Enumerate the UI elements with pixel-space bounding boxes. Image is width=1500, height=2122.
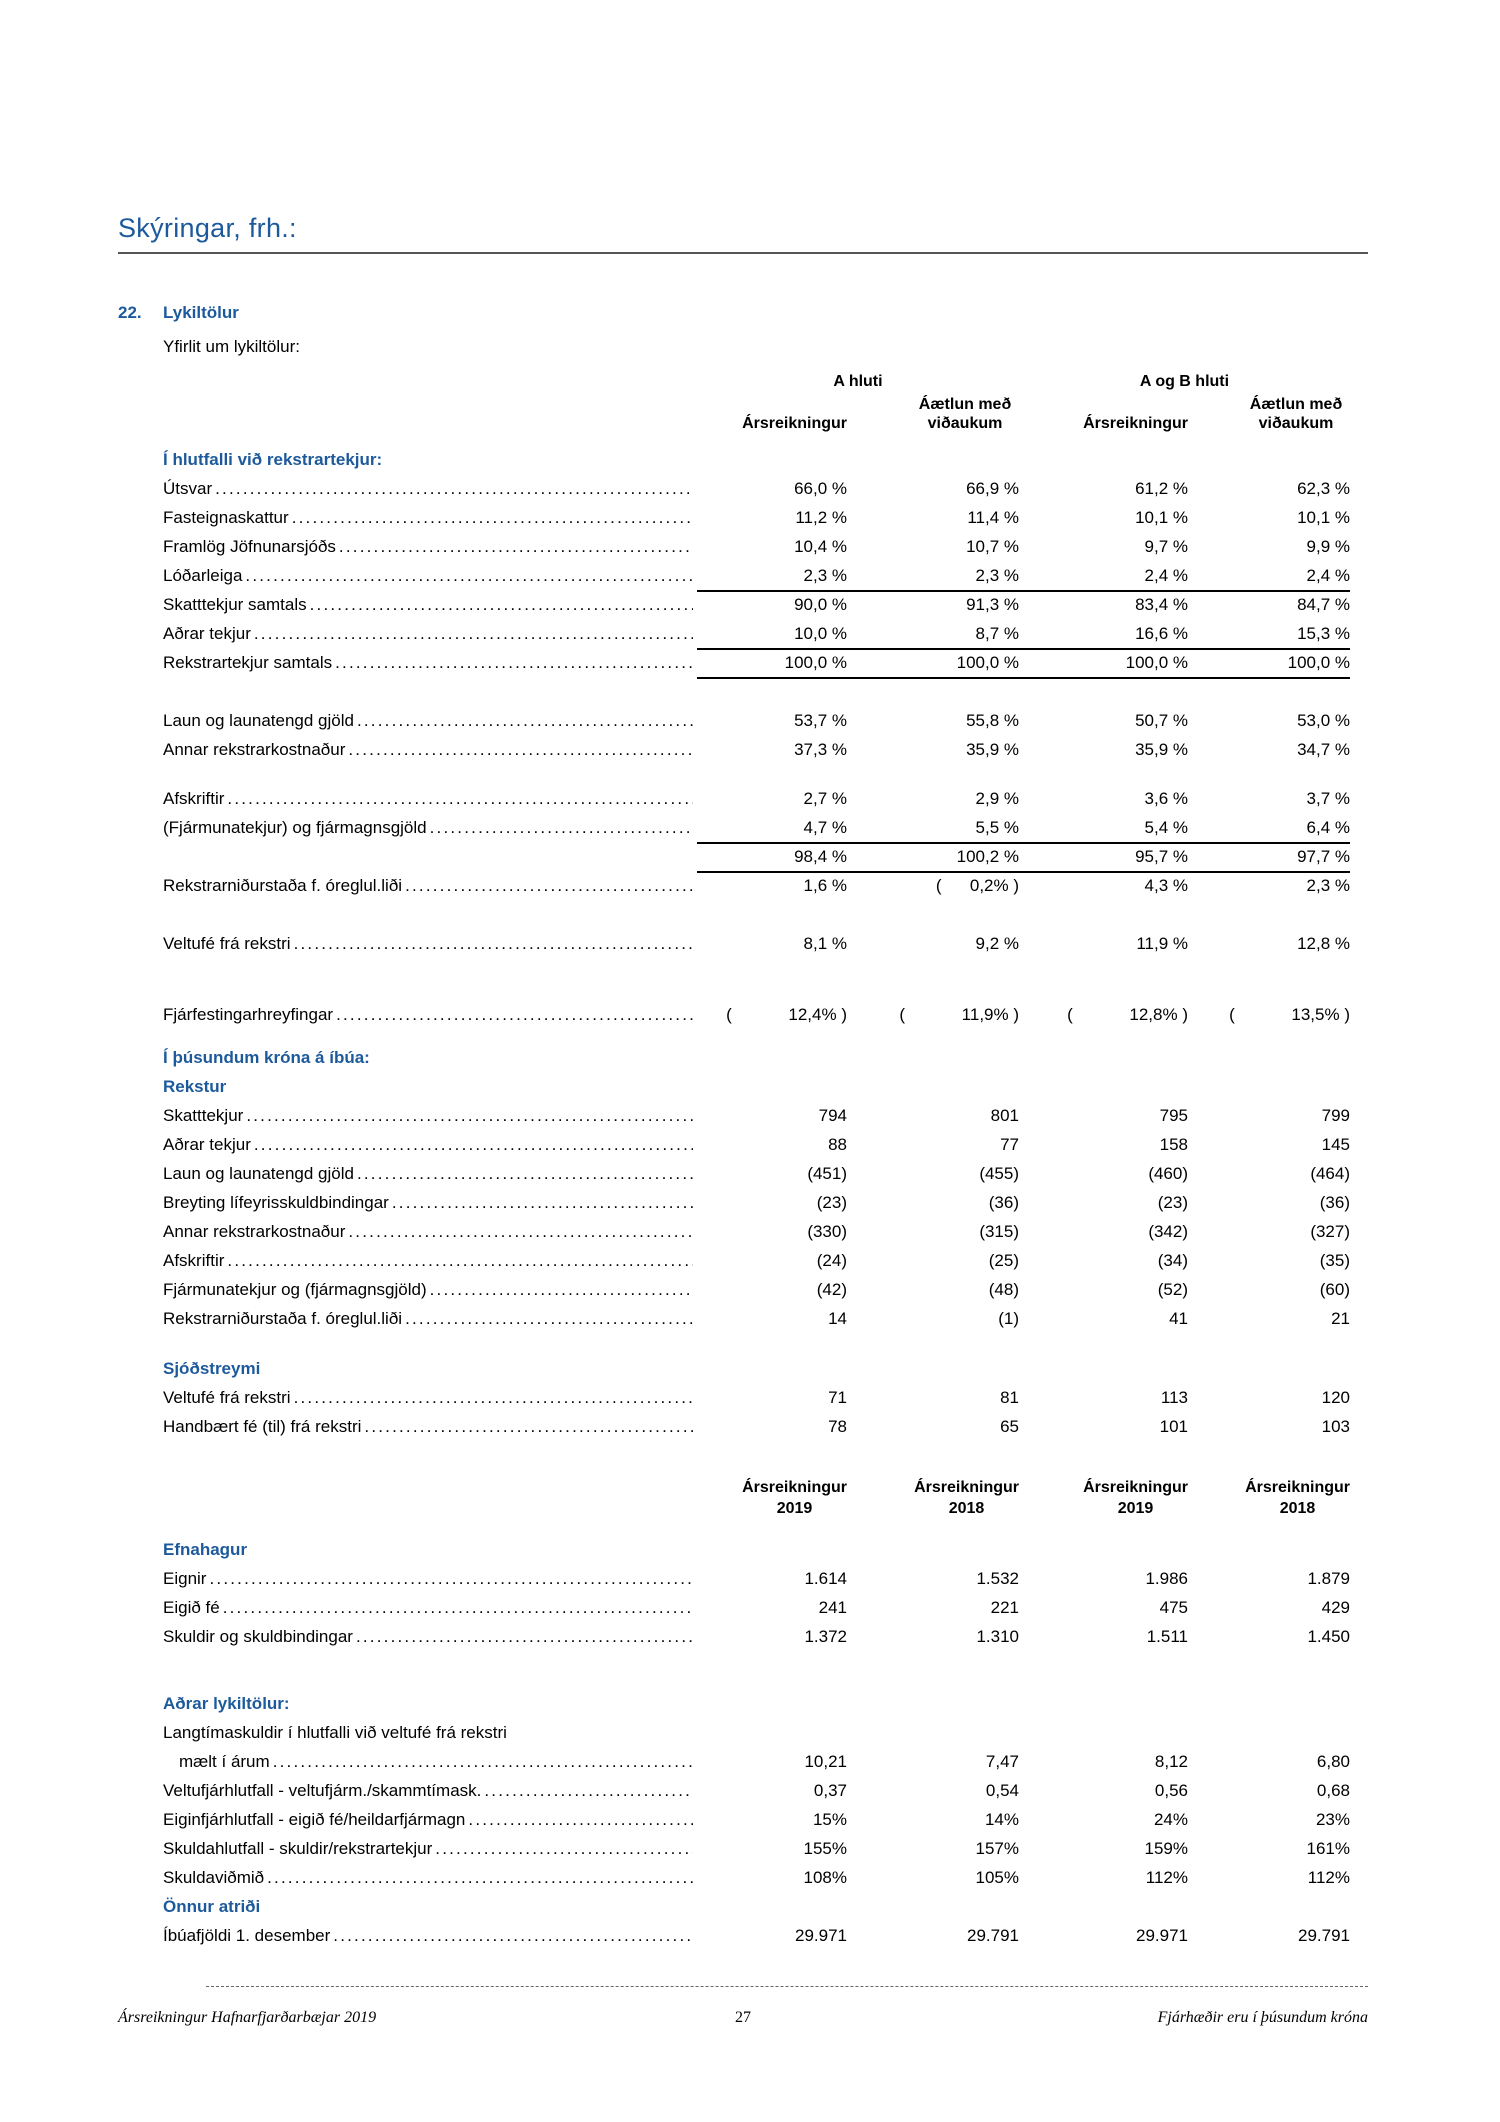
table-row: [163, 842, 1350, 871]
value-cell: 61,2 %: [1135, 479, 1188, 498]
value-cell: 35,9 %: [966, 740, 1019, 759]
value-cell: 2,7 %: [803, 789, 847, 808]
value-cell: 62,3 %: [1297, 479, 1350, 498]
value-cell: 53,7 %: [794, 711, 847, 730]
row-label: Rekstrartekjur samtals: [163, 653, 333, 672]
dot-leader: [333, 1921, 693, 1950]
row-label: Veltufjárhlutfall - veltufjárm./skammtímask.: [163, 1781, 482, 1800]
table-row: [163, 1304, 1350, 1333]
value-cell: 161%: [1306, 1839, 1350, 1858]
value-cell: (23): [1157, 1193, 1188, 1212]
value-cell: 10,4 %: [794, 537, 847, 556]
value-cell: 35,9 %: [1135, 740, 1188, 759]
dot-leader: [245, 561, 693, 590]
value-cell: 6,80: [1316, 1752, 1350, 1771]
table-group-header: [163, 369, 1350, 395]
value-cell: 7,47: [985, 1752, 1019, 1771]
value-cell: 3,7 %: [1306, 789, 1350, 808]
table-row: [163, 1000, 1350, 1029]
value-cell: 9,7 %: [1144, 537, 1188, 556]
value-cell: 15%: [812, 1810, 847, 1829]
value-cell: (52): [1157, 1280, 1188, 1299]
value-cell: 98,4 %: [697, 842, 847, 873]
value-cell: 29.971: [795, 1926, 847, 1945]
value-cell: 3,6 %: [1144, 789, 1188, 808]
value-cell: (25): [988, 1251, 1019, 1270]
dot-leader: [292, 503, 693, 532]
row-label: Eigið fé: [163, 1598, 220, 1617]
table-row: [163, 619, 1350, 648]
dot-leader: [215, 474, 693, 503]
value-cell: 55,8 %: [966, 711, 1019, 730]
table-row: [163, 1564, 1350, 1593]
value-cell: 0,54: [985, 1781, 1019, 1800]
table-row: [163, 1747, 1350, 1776]
value-cell: 77: [1000, 1135, 1019, 1154]
section-heading-row: [163, 1354, 1350, 1383]
table-row: [163, 735, 1350, 764]
row-label: Laun og launatengd gjöld: [163, 711, 354, 730]
row-label: Breyting lífeyrisskuldbindingar: [163, 1193, 389, 1212]
table-row: [163, 1188, 1350, 1217]
dot-leader: [339, 532, 693, 561]
table-row: [163, 648, 1350, 677]
value-cell: 97,7 %: [1188, 842, 1350, 873]
section-heading: Efnahagur: [163, 1540, 248, 1559]
value-cell: (35): [1319, 1251, 1350, 1270]
col-header-4: Áætlun með viðaukum: [1249, 396, 1343, 432]
dot-leader: [246, 1101, 693, 1130]
row-label: Langtímaskuldir í hlutfalli við veltufé frá rekstri: [163, 1723, 507, 1742]
value-cell: 112%: [1145, 1868, 1188, 1887]
table-row: [163, 1101, 1350, 1130]
row-label: Rekstrarniðurstaða f. óreglul.liði: [163, 1309, 403, 1328]
value-cell: 10,21: [804, 1752, 847, 1771]
value-cell: 78: [828, 1417, 847, 1436]
value-cell: (36): [1319, 1193, 1350, 1212]
value-cell: 66,9 %: [966, 479, 1019, 498]
dot-leader: [310, 590, 693, 619]
section-heading: Aðrar lykiltölur:: [163, 1694, 290, 1713]
value-cell: 53,0 %: [1297, 711, 1350, 730]
table-row: [163, 1412, 1350, 1441]
dot-leader: [405, 1304, 693, 1333]
table-row: [163, 474, 1350, 503]
dot-leader: [484, 1776, 693, 1805]
row-label: Afskriftir: [163, 789, 225, 808]
row-label: Annar rekstrarkostnaður: [163, 740, 346, 759]
value-cell: 1,6 %: [803, 876, 847, 895]
value-cell: 1.532: [976, 1569, 1019, 1588]
dot-leader: [227, 784, 693, 813]
row-label: Skuldir og skuldbindingar: [163, 1627, 353, 1646]
value-cell: 0,37: [813, 1781, 847, 1800]
row-label: mælt í árum: [179, 1752, 270, 1771]
row-label: Framlög Jöfnunarsjóðs: [163, 537, 336, 556]
dot-leader: [294, 1383, 693, 1412]
dot-leader: [227, 1246, 693, 1275]
value-cell: 799: [1321, 1106, 1350, 1125]
value-cell: 475: [1159, 1598, 1188, 1617]
table-row: [163, 813, 1350, 842]
table-row: [163, 590, 1350, 619]
value-cell: (34): [1157, 1251, 1188, 1270]
table-row: [163, 1159, 1350, 1188]
value-cell: 15,3 %: [1188, 619, 1350, 650]
row-label: (Fjármunatekjur) og fjármagnsgjöld: [163, 818, 427, 837]
page-content: [118, 212, 1368, 1950]
row-label: Aðrar tekjur: [163, 624, 251, 643]
value-cell: 84,7 %: [1297, 595, 1350, 614]
dot-leader: [356, 1622, 693, 1651]
value-cell: 221: [990, 1598, 1019, 1617]
value-cell: 2,4 %: [1019, 561, 1188, 592]
dot-leader: [294, 929, 693, 958]
note-heading-row: [118, 300, 1368, 326]
value-cell: 8,7 %: [847, 619, 1019, 650]
dot-leader: [273, 1747, 693, 1776]
table-row: [163, 929, 1350, 958]
value-cell: 5,4 %: [1019, 813, 1188, 844]
footer-left-text: Ársreikningur Hafnarfjarðarbæjar 2019: [118, 2009, 377, 2026]
value-cell: 429: [1321, 1598, 1350, 1617]
col-header: Ársreikningur: [1083, 1479, 1188, 1496]
value-cell: 241: [818, 1598, 847, 1617]
table-row: [163, 1130, 1350, 1159]
note-intro: Yfirlit um lykiltölur:: [163, 337, 300, 356]
value-cell: 2,4 %: [1188, 561, 1350, 592]
table-row: [163, 1275, 1350, 1304]
row-label: Íbúafjöldi 1. desember: [163, 1926, 331, 1945]
col-year: 2019: [776, 1500, 813, 1517]
value-cell: 21: [1331, 1309, 1350, 1328]
note-number: 22.: [118, 303, 142, 322]
dot-leader: [223, 1593, 693, 1622]
value-cell: 794: [818, 1106, 847, 1125]
page-number: 27: [735, 2009, 751, 2026]
col-header-3: Ársreikningur: [1083, 415, 1188, 432]
value-cell: 2,3 %: [847, 561, 1019, 592]
table-row: [163, 1622, 1350, 1651]
value-cell: 90,0 %: [794, 595, 847, 614]
value-cell: 88: [828, 1135, 847, 1154]
table-row: [163, 1805, 1350, 1834]
page-title: Skýringar, frh.:: [118, 213, 297, 243]
value-cell: 10,0 %: [697, 619, 847, 650]
value-cell: 11,9 %: [1136, 934, 1188, 953]
group-header-ab: A og B hluti: [1139, 373, 1230, 390]
value-cell: 1.511: [1146, 1627, 1188, 1646]
value-cell: 2,3 %: [1306, 876, 1350, 895]
value-cell: (315): [979, 1222, 1019, 1241]
value-cell: 801: [990, 1106, 1019, 1125]
col-header: Ársreikningur: [914, 1479, 1019, 1496]
value-cell: (460): [1148, 1164, 1188, 1183]
row-label: Aðrar tekjur: [163, 1135, 251, 1154]
value-cell: 14%: [984, 1810, 1019, 1829]
table-row: [163, 503, 1350, 532]
value-cell: 2,9 %: [975, 789, 1019, 808]
table-row: [163, 1593, 1350, 1622]
value-cell: (24): [816, 1251, 847, 1270]
col-year: 2018: [948, 1500, 985, 1517]
row-label: Skuldahlutfall - skuldir/rekstrartekjur: [163, 1839, 433, 1858]
dot-leader: [364, 1412, 693, 1441]
value-cell: 100,2 %: [847, 842, 1019, 873]
section-heading: Í þúsundum króna á íbúa:: [163, 1048, 370, 1067]
section-heading-row: [163, 1043, 1350, 1072]
value-cell: 71: [828, 1388, 847, 1407]
value-cell: 100,0 %: [1188, 648, 1350, 679]
section-heading-row: [163, 445, 1350, 474]
table-row: [163, 706, 1350, 735]
value-cell: 1.450: [1307, 1627, 1350, 1646]
col-header: Ársreikningur: [742, 1479, 847, 1496]
value-cell: 100,0 %: [1019, 648, 1188, 679]
col-header-1: Ársreikningur: [742, 415, 847, 432]
col-header: Ársreikningur: [1245, 1479, 1350, 1496]
value-cell: (42): [816, 1280, 847, 1299]
value-cell: 81: [1000, 1388, 1019, 1407]
value-cell: 95,7 %: [1019, 842, 1188, 873]
value-cell: 23%: [1315, 1810, 1350, 1829]
value-cell: 65: [1000, 1417, 1019, 1436]
key-figures-table: [163, 369, 1350, 1950]
row-label: Eiginfjárhlutfall - eigið fé/heildarfjármagn: [163, 1810, 466, 1829]
value-cell: 91,3 %: [966, 595, 1019, 614]
value-cell: 112%: [1307, 1868, 1350, 1887]
row-label: Handbært fé (til) frá rekstri: [163, 1417, 362, 1436]
value-cell: 4,3 %: [1144, 876, 1188, 895]
note-title: Lykiltölur: [163, 303, 239, 322]
section-heading-row: [163, 1535, 1350, 1564]
value-cell: 2,3 %: [697, 561, 847, 592]
value-cell: 4,7 %: [697, 813, 847, 844]
row-label: Rekstrarniðurstaða f. óreglul.liði: [163, 876, 403, 895]
row-label: Skuldaviðmið: [163, 1868, 265, 1887]
value-cell: 158: [1159, 1135, 1188, 1154]
table-row: [163, 1834, 1350, 1863]
value-cell: 10,1 %: [1135, 508, 1188, 527]
table-row: [163, 1383, 1350, 1412]
value-cell: 100,0 %: [847, 648, 1019, 679]
value-cell: ( 12,8% ): [1067, 1005, 1188, 1024]
value-cell: 155%: [803, 1839, 847, 1858]
table-row: [163, 1217, 1350, 1246]
table-row: [163, 532, 1350, 561]
value-cell: 29.791: [1298, 1926, 1350, 1945]
dot-leader: [468, 1805, 693, 1834]
value-cell: 5,5 %: [847, 813, 1019, 844]
dot-leader: [254, 619, 693, 648]
value-cell: ( 12,4% ): [726, 1005, 847, 1024]
value-cell: 105%: [975, 1868, 1019, 1887]
value-cell: 100,0 %: [697, 648, 847, 679]
value-cell: 9,2 %: [975, 934, 1019, 953]
dot-leader: [348, 1217, 693, 1246]
value-cell: 6,4 %: [1188, 813, 1350, 844]
value-cell: 24%: [1153, 1810, 1188, 1829]
dot-leader: [254, 1130, 693, 1159]
dot-leader: [267, 1863, 693, 1892]
value-cell: 50,7 %: [1135, 711, 1188, 730]
value-cell: 145: [1321, 1135, 1350, 1154]
value-cell: ( 0,2% ): [935, 876, 1019, 895]
value-cell: 1.986: [1145, 1569, 1188, 1588]
value-cell: (451): [807, 1164, 847, 1183]
value-cell: ( 13,5% ): [1229, 1005, 1350, 1024]
row-label: Annar rekstrarkostnaður: [163, 1222, 346, 1241]
value-cell: 0,56: [1154, 1781, 1188, 1800]
dot-leader: [430, 813, 693, 842]
row-label: Fjármunatekjur og (fjármagnsgjöld): [163, 1280, 427, 1299]
value-cell: (48): [988, 1280, 1019, 1299]
value-cell: 66,0 %: [794, 479, 847, 498]
dot-leader: [348, 735, 693, 764]
value-cell: 11,2 %: [795, 508, 847, 527]
value-cell: 157%: [975, 1839, 1019, 1858]
value-cell: 83,4 %: [1135, 595, 1188, 614]
section-heading-row: [163, 1892, 1350, 1921]
value-cell: 34,7 %: [1297, 740, 1350, 759]
row-label: Skatttekjur samtals: [163, 595, 307, 614]
value-cell: 103: [1321, 1417, 1350, 1436]
page-footer: [118, 1986, 1368, 2027]
value-cell: 8,12: [1154, 1752, 1188, 1771]
value-cell: 10,1 %: [1297, 508, 1350, 527]
year-column-headers: [163, 1473, 1350, 1527]
dot-leader: [392, 1188, 693, 1217]
col-year: 2019: [1117, 1500, 1154, 1517]
table-row: [163, 784, 1350, 813]
value-cell: 9,9 %: [1306, 537, 1350, 556]
section-heading: Í hlutfalli við rekstrartekjur:: [163, 450, 383, 469]
col-year: 2018: [1279, 1500, 1316, 1517]
table-row: [163, 1246, 1350, 1275]
value-cell: (327): [1310, 1222, 1350, 1241]
dot-leader: [357, 1159, 693, 1188]
dot-leader: [435, 1834, 693, 1863]
group-header-a: A hluti: [833, 373, 883, 390]
value-cell: ( 11,9% ): [899, 1005, 1019, 1024]
value-cell: 11,4 %: [967, 508, 1019, 527]
value-cell: 113: [1160, 1388, 1188, 1407]
row-label: Veltufé frá rekstri: [163, 934, 291, 953]
row-label: Skatttekjur: [163, 1106, 244, 1125]
row-label: Fasteignaskattur: [163, 508, 289, 527]
value-cell: 29.971: [1136, 1926, 1188, 1945]
footer-rule: [206, 1986, 1368, 1987]
table-row: [163, 1921, 1350, 1950]
table-row: [163, 1718, 1350, 1747]
section-subheading: Rekstur: [163, 1077, 227, 1096]
dot-leader: [209, 1564, 693, 1593]
value-cell: 795: [1159, 1106, 1188, 1125]
row-label: Afskriftir: [163, 1251, 225, 1270]
value-cell: 159%: [1144, 1839, 1188, 1858]
value-cell: 108%: [803, 1868, 847, 1887]
value-cell: 120: [1321, 1388, 1350, 1407]
row-label: Veltufé frá rekstri: [163, 1388, 291, 1407]
value-cell: 37,3 %: [794, 740, 847, 759]
value-cell: 12,8 %: [1297, 934, 1350, 953]
value-cell: 14: [828, 1309, 847, 1328]
table-row: [163, 1863, 1350, 1892]
dot-leader: [336, 1000, 693, 1029]
value-cell: (23): [816, 1193, 847, 1212]
value-cell: 41: [1169, 1309, 1188, 1328]
value-cell: (342): [1148, 1222, 1188, 1241]
title-rule: [118, 252, 1368, 254]
row-label: Laun og launatengd gjöld: [163, 1164, 354, 1183]
col-header-2: Áætlun með viðaukum: [918, 396, 1012, 432]
section-heading-row: [163, 1072, 1350, 1101]
value-cell: (330): [807, 1222, 847, 1241]
value-cell: 16,6 %: [1019, 619, 1188, 650]
table-column-headers: [163, 395, 1350, 437]
row-label: Útsvar: [163, 479, 213, 498]
value-cell: 1.614: [804, 1569, 847, 1588]
row-label: Eignir: [163, 1569, 207, 1588]
footer-right-text: Fjárhæðir eru í þúsundum króna: [1157, 2009, 1368, 2026]
value-cell: (464): [1310, 1164, 1350, 1183]
section-heading-row: [163, 1689, 1350, 1718]
table-row: [163, 561, 1350, 590]
dot-leader: [405, 871, 693, 900]
value-cell: 1.879: [1307, 1569, 1350, 1588]
section-heading: Önnur atriði: [163, 1897, 261, 1916]
value-cell: (455): [979, 1164, 1019, 1183]
table-row: [163, 1776, 1350, 1805]
row-label: Lóðarleiga: [163, 566, 243, 585]
section-heading: Sjóðstreymi: [163, 1359, 261, 1378]
table-row: [163, 871, 1350, 900]
dot-leader: [430, 1275, 693, 1304]
row-label: Fjárfestingarhreyfingar: [163, 1005, 334, 1024]
dot-leader: [357, 706, 693, 735]
value-cell: (60): [1319, 1280, 1350, 1299]
value-cell: 1.372: [804, 1627, 847, 1646]
value-cell: (36): [988, 1193, 1019, 1212]
value-cell: (1): [998, 1309, 1019, 1328]
value-cell: 10,7 %: [966, 537, 1019, 556]
value-cell: 0,68: [1316, 1781, 1350, 1800]
value-cell: 1.310: [976, 1627, 1019, 1646]
value-cell: 8,1 %: [803, 934, 847, 953]
dot-leader: [335, 648, 693, 677]
value-cell: 101: [1159, 1417, 1188, 1436]
value-cell: 29.791: [967, 1926, 1019, 1945]
